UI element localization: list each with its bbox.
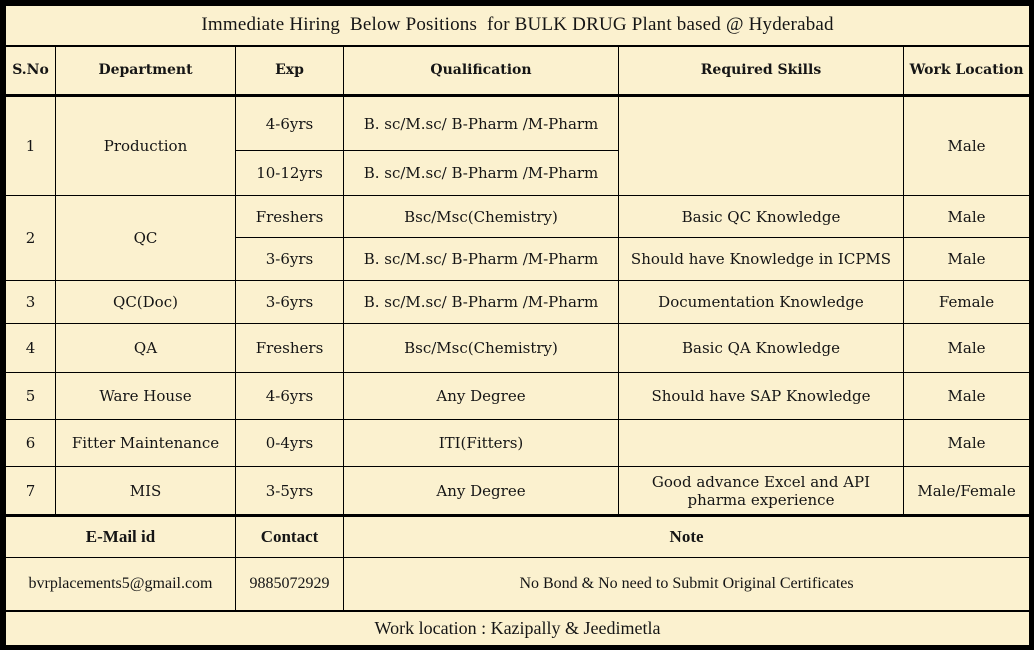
sno-cell: 2 <box>6 196 56 281</box>
location-cell: Male/Female <box>904 467 1030 516</box>
header-exp: Exp <box>236 46 344 96</box>
hiring-table <box>5 5 1030 646</box>
qualification-cell: ITI(Fitters) <box>344 420 619 467</box>
footer-data-row <box>6 558 1030 611</box>
skills-cell: Good advance Excel and API pharma experience <box>619 467 904 516</box>
header-sno: S.No <box>6 46 56 96</box>
location-cell: Male <box>904 238 1030 281</box>
qualification-cell: Any Degree <box>344 467 619 516</box>
department-cell: QC(Doc) <box>56 281 236 324</box>
table-row <box>6 373 1030 420</box>
skills-cell: Basic QA Knowledge <box>619 324 904 373</box>
location-cell: Male <box>904 96 1030 196</box>
location-cell: Male <box>904 420 1030 467</box>
exp-cell: 0-4yrs <box>236 420 344 467</box>
qualification-cell: Bsc/Msc(Chemistry) <box>344 196 619 238</box>
exp-cell: 3-5yrs <box>236 467 344 516</box>
department-cell: QA <box>56 324 236 373</box>
skills-cell: Basic QC Knowledge <box>619 196 904 238</box>
qualification-cell: Bsc/Msc(Chemistry) <box>344 324 619 373</box>
contact-label: Contact <box>236 516 344 558</box>
skills-cell <box>619 96 904 196</box>
department-cell: Ware House <box>56 373 236 420</box>
qualification-cell: B. sc/M.sc/ B-Pharm /M-Pharm <box>344 238 619 281</box>
exp-cell: 10-12yrs <box>236 151 344 196</box>
table-row <box>6 324 1030 373</box>
table-row <box>6 420 1030 467</box>
header-required-skills: Required Skills <box>619 46 904 96</box>
sno-cell: 3 <box>6 281 56 324</box>
table-row <box>6 96 1030 151</box>
footer-header-row <box>6 516 1030 558</box>
contact-value: 9885072929 <box>236 558 344 611</box>
exp-cell: 3-6yrs <box>236 281 344 324</box>
exp-cell: 3-6yrs <box>236 238 344 281</box>
table-row <box>6 467 1030 516</box>
qualification-cell: B. sc/M.sc/ B-Pharm /M-Pharm <box>344 151 619 196</box>
exp-cell: 4-6yrs <box>236 96 344 151</box>
note-value: No Bond & No need to Submit Original Certificates <box>344 558 1030 611</box>
page-title: Immediate Hiring Below Positions for BULK DRUG Plant based @ Hyderabad <box>6 6 1030 46</box>
skills-cell: Should have SAP Knowledge <box>619 373 904 420</box>
department-cell: QC <box>56 196 236 281</box>
department-cell: Production <box>56 96 236 196</box>
sno-cell: 4 <box>6 324 56 373</box>
location-cell: Male <box>904 373 1030 420</box>
exp-cell: Freshers <box>236 324 344 373</box>
table-row <box>6 281 1030 324</box>
sno-cell: 6 <box>6 420 56 467</box>
skills-cell: Should have Knowledge in ICPMS <box>619 238 904 281</box>
header-department: Department <box>56 46 236 96</box>
work-location-row <box>6 611 1030 646</box>
skills-cell: Documentation Knowledge <box>619 281 904 324</box>
email-value: bvrplacements5@gmail.com <box>6 558 236 611</box>
sno-cell: 1 <box>6 96 56 196</box>
exp-cell: Freshers <box>236 196 344 238</box>
exp-cell: 4-6yrs <box>236 373 344 420</box>
email-label: E-Mail id <box>6 516 236 558</box>
work-location-banner: Work location : Kazipally & Jeedimetla <box>6 611 1030 646</box>
sno-cell: 7 <box>6 467 56 516</box>
note-label: Note <box>344 516 1030 558</box>
department-cell: Fitter Maintenance <box>56 420 236 467</box>
qualification-cell: B. sc/M.sc/ B-Pharm /M-Pharm <box>344 96 619 151</box>
sno-cell: 5 <box>6 373 56 420</box>
qualification-cell: Any Degree <box>344 373 619 420</box>
department-cell: MIS <box>56 467 236 516</box>
location-cell: Male <box>904 196 1030 238</box>
location-cell: Male <box>904 324 1030 373</box>
header-qualification: Qualification <box>344 46 619 96</box>
header-work-location: Work Location <box>904 46 1030 96</box>
skills-cell <box>619 420 904 467</box>
qualification-cell: B. sc/M.sc/ B-Pharm /M-Pharm <box>344 281 619 324</box>
location-cell: Female <box>904 281 1030 324</box>
table-row <box>6 196 1030 238</box>
